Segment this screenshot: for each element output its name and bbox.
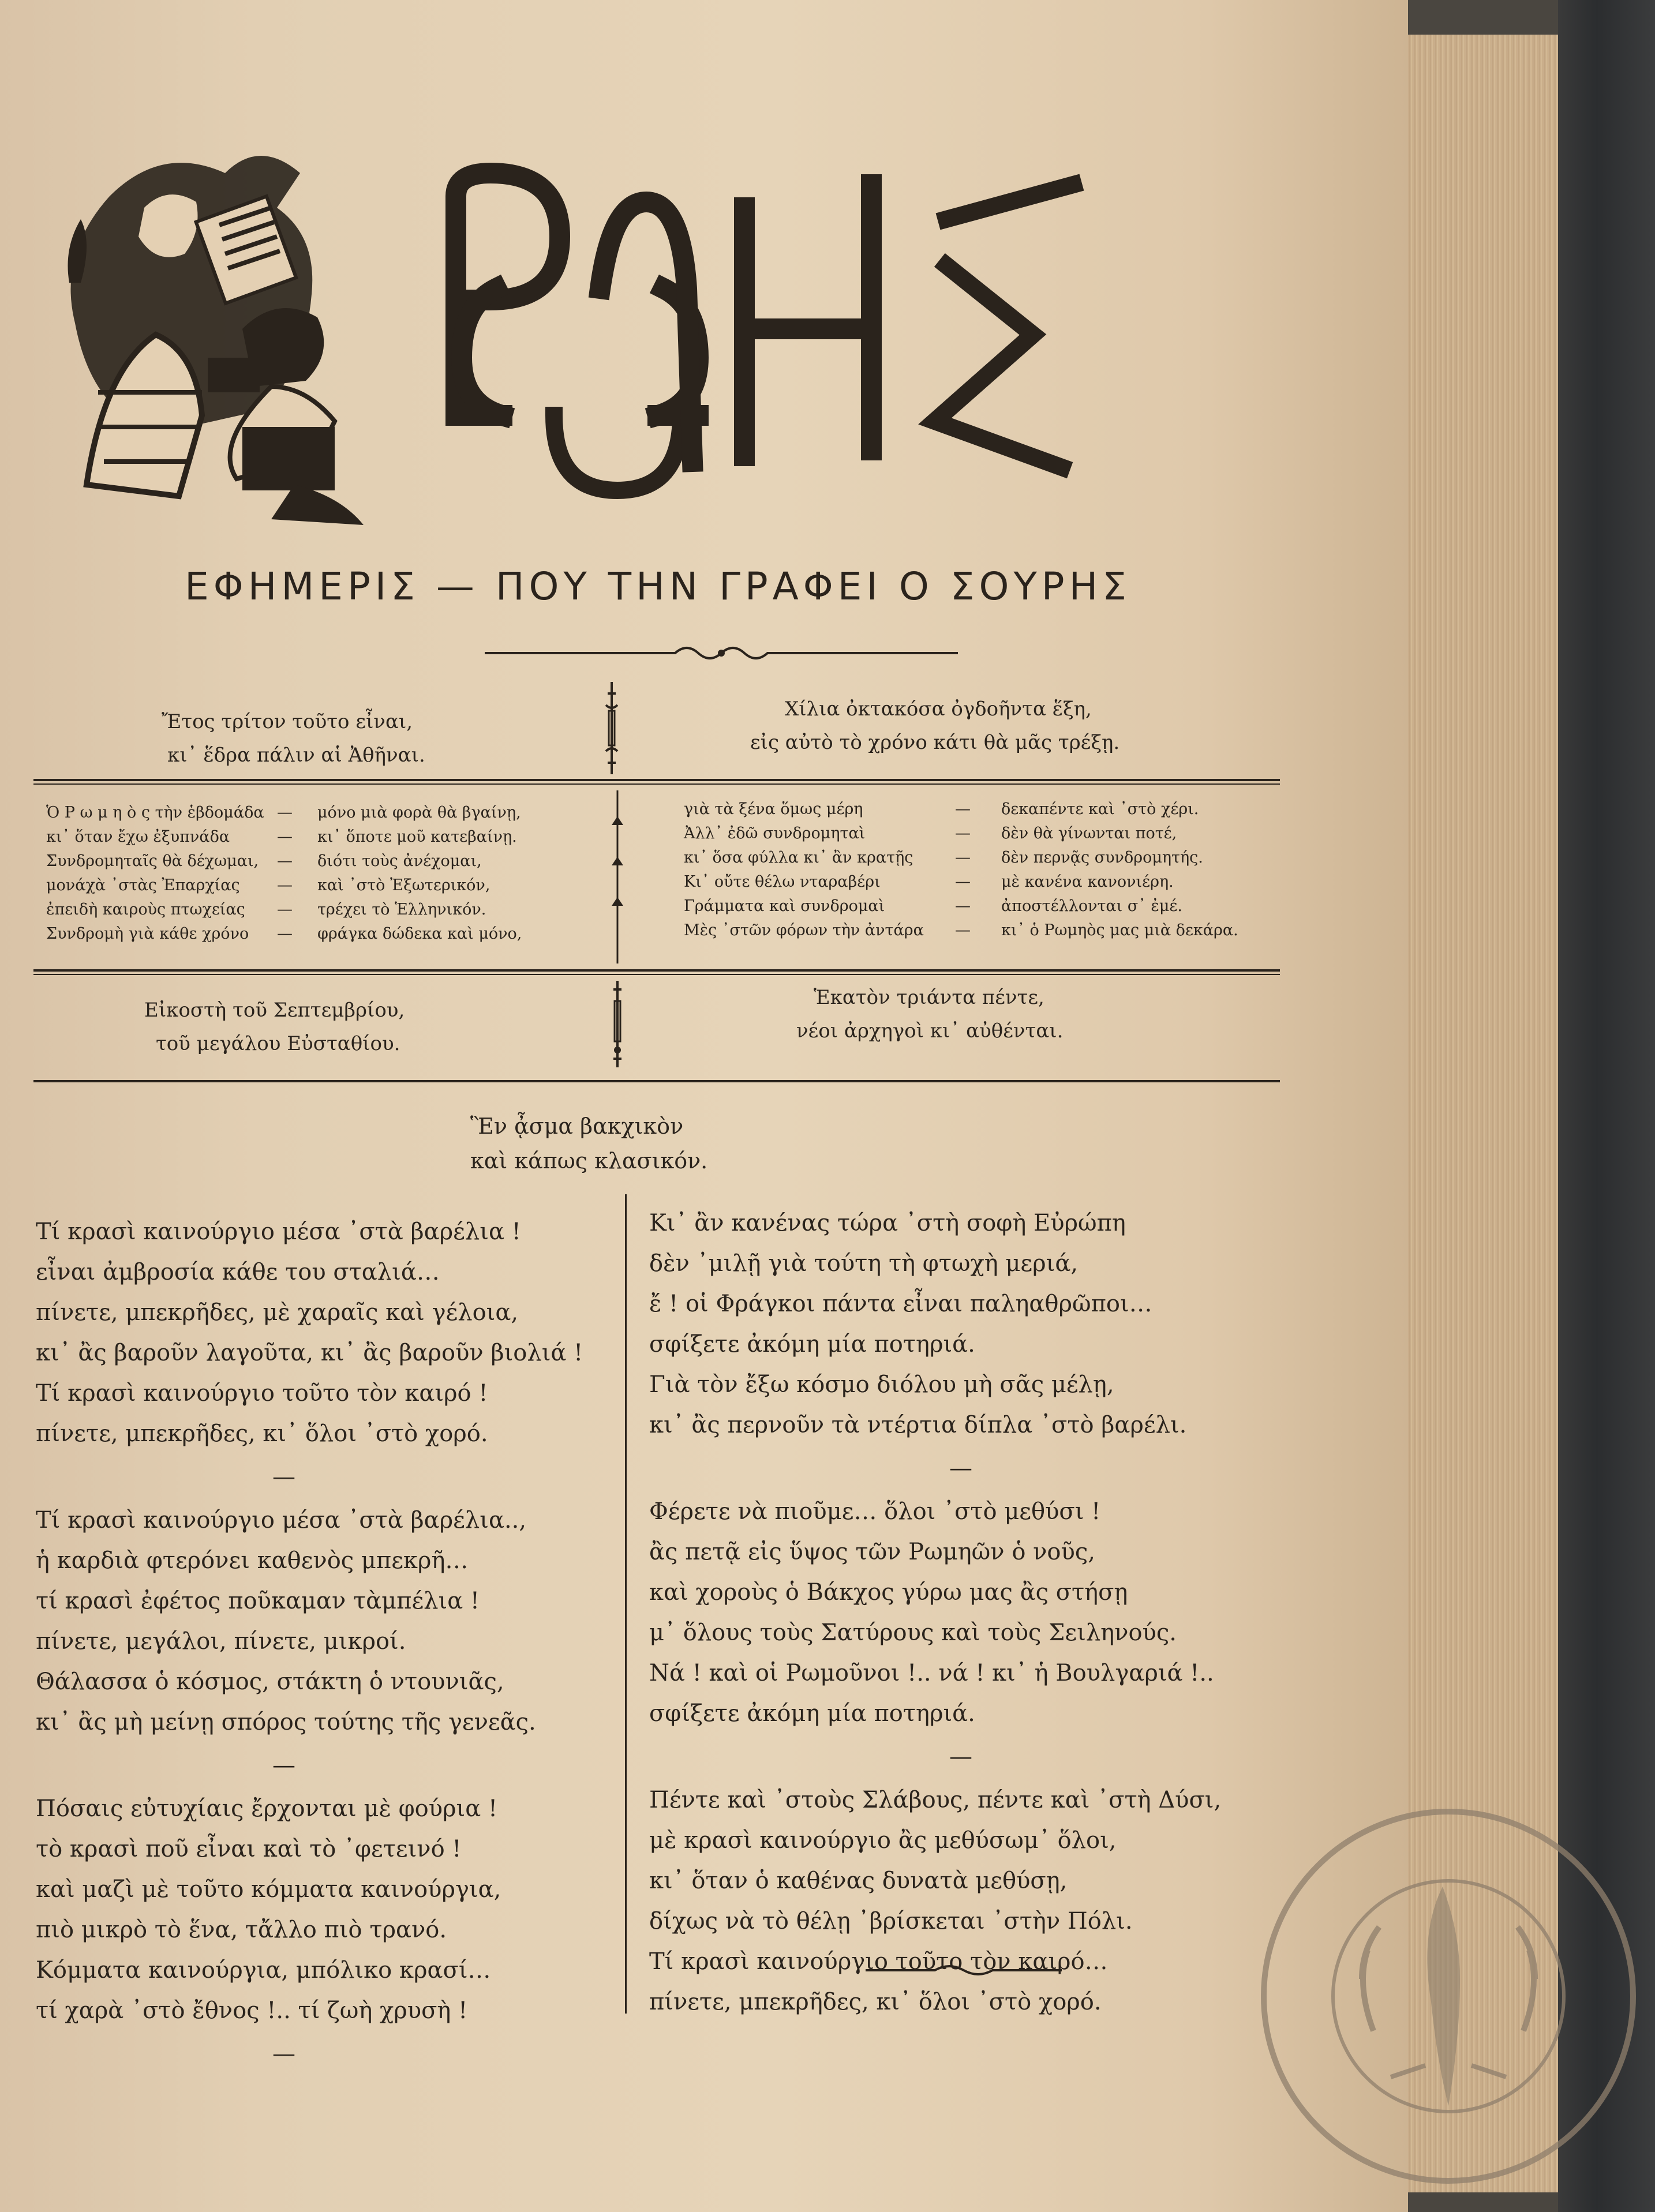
stanza bbox=[36, 1212, 583, 1454]
poem-line: δίχως νὰ τὸ θέλῃ ᾽βρίσκεται ᾽στὴν Πόλι. bbox=[649, 1908, 1133, 1934]
rule bbox=[33, 783, 1280, 785]
poem-line: Τί κρασὶ καινούργιο τοῦτο τὸν καιρό… bbox=[649, 1948, 1108, 1975]
poem-line: σφίξετε ἀκόμη μία ποτηριά. bbox=[649, 1331, 975, 1358]
poem-line: ἡ καρδιὰ φτερόνει καθενὸς μπεκρῆ… bbox=[36, 1547, 469, 1574]
poem-line: σφίξετε ἀκόμη μία ποτηριά. bbox=[649, 1700, 975, 1727]
ornament-flourish bbox=[485, 640, 958, 663]
poem-line: μ᾽ ὅλους τοὺς Σατύρους καὶ τοὺς Σειληνούς. bbox=[649, 1619, 1177, 1646]
poem-line: Τί κρασὶ καινούργιο τοῦτο τὸν καιρό ! bbox=[36, 1380, 488, 1407]
poem-line: πίνετε, μεγάλοι, πίνετε, μικροί. bbox=[36, 1628, 406, 1655]
header-line: κι᾽ ἕδρα πάλιν αἱ Ἀθῆναι. bbox=[167, 744, 425, 767]
header-line: Χίλια ὀκτακόσα ὀγδοῆντα ἕξη, bbox=[785, 698, 1092, 721]
ornament-end-flourish bbox=[866, 1962, 1062, 1979]
header-table-left bbox=[46, 801, 522, 946]
table-row: Κι᾽ οὔτε θέλω νταραβέρι — μὲ κανένα κανονιέρη. bbox=[684, 873, 1174, 891]
poem-line: Φέρετε νὰ πιοῦμε… ὅλοι ᾽στὸ μεθύσι ! bbox=[649, 1498, 1101, 1525]
poem-line: Θάλασσα ὁ κόσμος, στάκτη ὁ ντουνιᾶς, bbox=[36, 1669, 504, 1695]
header-bottom-right bbox=[796, 981, 1063, 1048]
header-bottom-left bbox=[144, 993, 405, 1060]
header-table-right bbox=[684, 797, 1238, 943]
poem-line: Τί κρασὶ καινούργιο μέσα ᾽στὰ βαρέλια ! bbox=[36, 1219, 521, 1245]
table-row: Συνδρομὴ γιὰ κάθε χρόνο — φράγκα δώδεκα καὶ μόνο, bbox=[46, 925, 522, 943]
table-row: Γράμματα καὶ συνδρομαὶ — ἀποστέλλονται σ᾽ ἐμέ. bbox=[684, 897, 1182, 915]
poem-line: κι᾽ ἂς μὴ μείνῃ σπόρος τούτης τῆς γενεᾶς. bbox=[36, 1709, 536, 1735]
header-top-left bbox=[162, 705, 425, 772]
rule bbox=[33, 1080, 1280, 1082]
rule bbox=[33, 969, 1280, 972]
poem-line: Πόσαις εὐτυχίαις ἔρχονται μὲ φούρια ! bbox=[36, 1795, 498, 1822]
header-line: Ἔτος τρίτον τοῦτο εἶναι, bbox=[162, 710, 413, 733]
table-row: κι᾽ ὅσα φύλλα κι᾽ ἂν κρατῇς — δὲν περνᾷς συνδρομητής. bbox=[684, 849, 1203, 867]
poem-line: Νά ! καὶ οἱ Ρωμοῦνοι !.. νά ! κι᾽ ἡ Βουλγαριά !.. bbox=[649, 1660, 1214, 1686]
poem-line: καὶ χοροὺς ὁ Βάκχος γύρω μας ἂς στήσῃ bbox=[649, 1579, 1128, 1606]
header-line: Εἰκοστὴ τοῦ Σεπτεμβρίου, bbox=[144, 999, 405, 1022]
poem-line: πίνετε, μπεκρῆδες, κι᾽ ὅλοι ᾽στὸ χορό. bbox=[36, 1420, 488, 1447]
stanza bbox=[36, 1789, 583, 2031]
ornament-vertical-middle bbox=[609, 790, 626, 963]
header-line: νέοι ἀρχηγοὶ κι᾽ αὐθένται. bbox=[796, 1019, 1064, 1043]
poem-line: εἶναι ἀμβροσία κάθε του σταλιά… bbox=[36, 1259, 440, 1285]
poem-line: Κόμματα καινούργια, μπόλικο κρασί… bbox=[36, 1957, 491, 1984]
poem-intro bbox=[470, 1109, 707, 1178]
intro-line: καὶ κάπως κλασικόν. bbox=[470, 1148, 708, 1174]
stanza-separator: — bbox=[272, 1752, 295, 1779]
poem-line: ἔ ! οἱ Φράγκοι πάντα εἶναι παληαθρῶποι… bbox=[649, 1291, 1152, 1317]
poem-column-right bbox=[649, 1203, 1221, 2022]
poem-line: πίνετε, μπεκρῆδες, κι᾽ ὅλοι ᾽στὸ χορό. bbox=[649, 1989, 1102, 2015]
stanza-separator: — bbox=[949, 1744, 972, 1770]
masthead-subtitle: ΕΦΗΜΕΡΙΣ — ΠΟΥ ΤΗΝ ΓΡΑΦΕΙ Ο ΣΟΥΡΗΣ bbox=[185, 564, 1131, 609]
table-row: Ἀλλ᾽ ἐδῶ συνδρομηταὶ — δὲν θὰ γίνωνται ποτέ, bbox=[684, 824, 1177, 842]
poem-line: μὲ κρασὶ καινούργιο ἂς μεθύσωμ᾽ ὅλοι, bbox=[649, 1827, 1117, 1854]
poem-line: ἂς πετᾷ εἰς ὕψος τῶν Ρωμηῶν ὁ νοῦς, bbox=[649, 1539, 1095, 1565]
poem-line: Κι᾽ ἂν κανένας τώρα ᾽στὴ σοφὴ Εὐρώπη bbox=[649, 1210, 1126, 1236]
stanza-separator: — bbox=[272, 1464, 295, 1490]
poem-line: πιὸ μικρὸ τὸ ἕνα, τἄλλο πιὸ τρανό. bbox=[36, 1917, 447, 1943]
poem-line: Πέντε καὶ ᾽στοὺς Σλάβους, πέντε καὶ ᾽στὴ Δύσι, bbox=[649, 1787, 1222, 1813]
table-row: κι᾽ ὅταν ἔχω ἐξυπνάδα — κι᾽ ὅποτε μοῦ κατεβαίνῃ. bbox=[46, 828, 517, 846]
stanza bbox=[649, 1780, 1221, 2022]
table-row: γιὰ τὰ ξένα ὅμως μέρη — δεκαπέντε καὶ ᾽στὸ χέρι. bbox=[684, 800, 1199, 818]
poem-line: τί χαρὰ ᾽στὸ ἔθνος !.. τί ζωὴ χρυσὴ ! bbox=[36, 1997, 468, 2024]
table-row: μονάχὰ ᾽στὰς Ἐπαρχίας — καὶ ᾽στὸ Ἐξωτερικόν, bbox=[46, 876, 490, 894]
poem-line: κι᾽ ὅταν ὁ καθένας δυνατὰ μεθύσῃ, bbox=[649, 1868, 1068, 1894]
rule bbox=[33, 779, 1280, 781]
poem-line: Τί κρασὶ καινούργιο μέσα ᾽στὰ βαρέλια.., bbox=[36, 1507, 527, 1534]
poem-line: καὶ μαζὶ μὲ τοῦτο κόμματα καινούργια, bbox=[36, 1876, 501, 1903]
stanza bbox=[649, 1491, 1221, 1734]
library-stamp bbox=[1252, 1800, 1645, 2192]
ornament-vertical bbox=[603, 682, 620, 774]
poem-column-left bbox=[36, 1212, 583, 2077]
column-divider bbox=[625, 1194, 627, 2014]
header-line: εἰς αὐτὸ τὸ χρόνο κάτι θὰ μᾶς τρέξῃ. bbox=[750, 731, 1120, 754]
header-line: Ἑκατὸν τριάντα πέντε, bbox=[814, 986, 1044, 1009]
ornament-vertical-bottom bbox=[609, 981, 626, 1067]
table-row: Μὲς ᾽στῶν φόρων τὴν ἀντάρα — κι᾽ ὁ Ρωμηὸς μας μιὰ δεκάρα. bbox=[684, 921, 1238, 939]
masthead-title-lettering bbox=[456, 173, 1073, 490]
poem-line: κι᾽ ἂς βαροῦν λαγοῦτα, κι᾽ ἂς βαροῦν βιολιά ! bbox=[36, 1340, 583, 1366]
poem-line: τὸ κρασὶ ποῦ εἶναι καὶ τὸ ᾽φετεινό ! bbox=[36, 1836, 462, 1862]
stanza bbox=[649, 1203, 1221, 1445]
poem-line: κι᾽ ἂς περνοῦν τὰ ντέρτια δίπλα ᾽στὸ βαρέλι. bbox=[649, 1412, 1187, 1438]
table-row: Συνδρομηταῖς θὰ δέχωμαι, — διότι τοὺς ἀνέχομαι, bbox=[46, 852, 482, 870]
poem-line: πίνετε, μπεκρῆδες, μὲ χαραῖς καὶ γέλοια, bbox=[36, 1299, 519, 1326]
poem-line: Γιὰ τὸν ἔξω κόσμο διόλου μὴ σᾶς μέλῃ, bbox=[649, 1371, 1114, 1398]
table-row: Ὁ Ρ ω μ η ὸ ς τὴν ἑβδομάδα — μόνο μιὰ φορὰ θὰ βγαίνῃ, bbox=[46, 804, 521, 822]
rule bbox=[33, 974, 1280, 975]
poem-line: τί κρασὶ ἐφέτος ποῦκαμαν τὰμπέλια ! bbox=[36, 1588, 480, 1614]
stanza-separator: — bbox=[272, 2041, 295, 2067]
intro-line: Ἓν ᾆσμα βακχικὸν bbox=[470, 1114, 684, 1139]
masthead-logo bbox=[52, 138, 1206, 542]
table-row: ἐπειδὴ καιροὺς πτωχείας — τρέχει τὸ Ἑλληνικόν. bbox=[46, 901, 486, 918]
poem-line: δὲν ᾽μιλῇ γιὰ τούτη τὴ φτωχὴ μεριά, bbox=[649, 1250, 1079, 1277]
stanza bbox=[36, 1500, 583, 1742]
stanza-separator: — bbox=[949, 1455, 972, 1482]
header-top-right bbox=[750, 692, 1119, 759]
header-line: τοῦ μεγάλου Εὐσταθίου. bbox=[156, 1032, 400, 1055]
masthead-illustration bbox=[68, 156, 364, 525]
